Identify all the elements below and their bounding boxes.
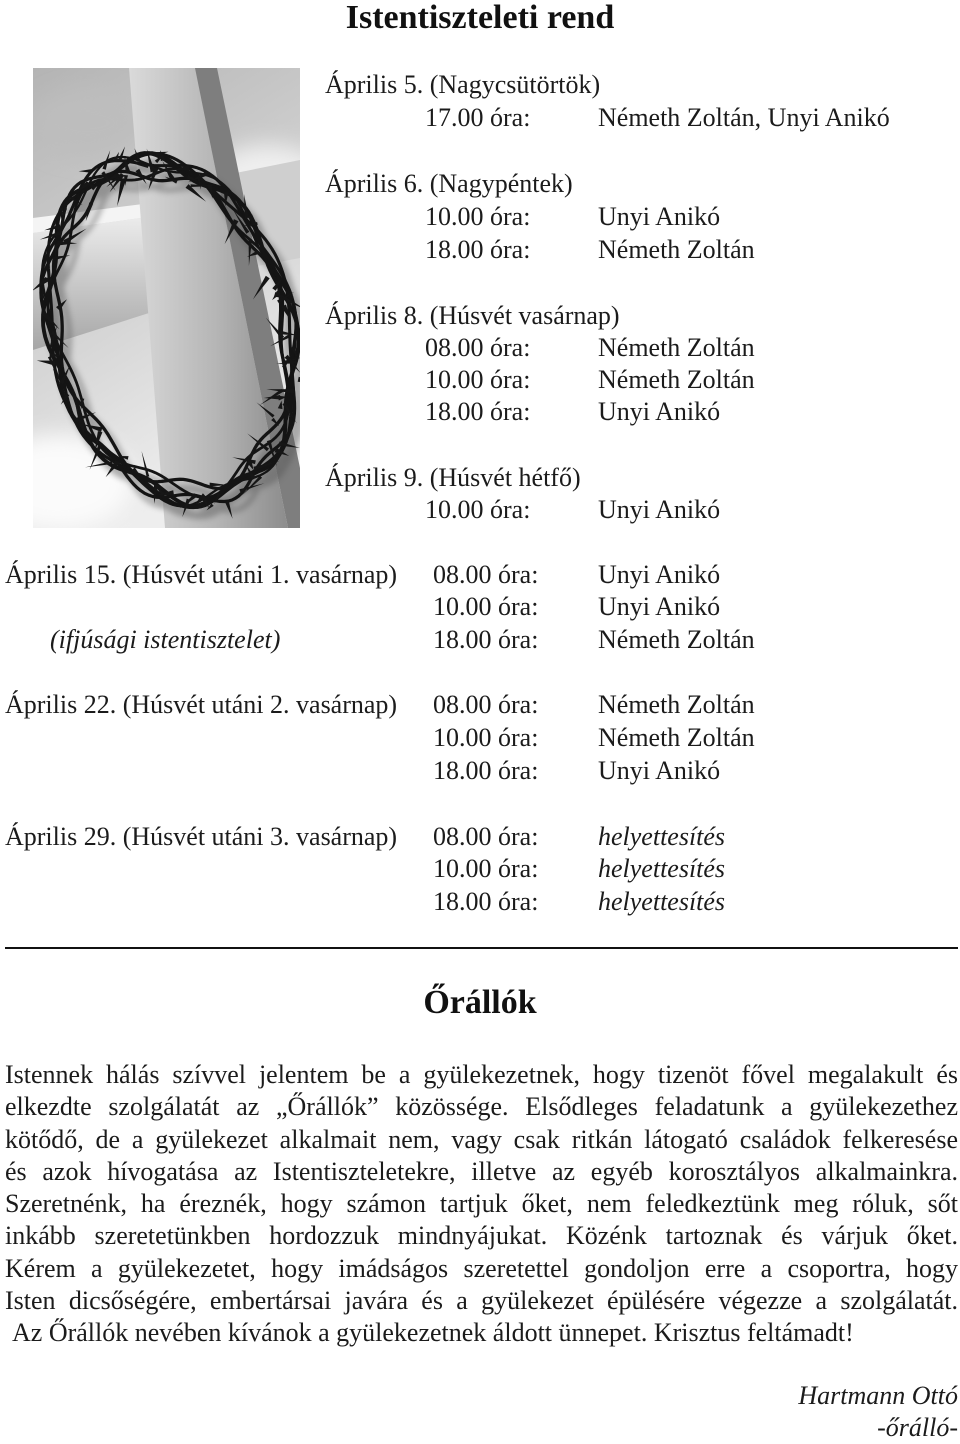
service-time: 08.00 óra: [425,333,531,362]
service-minister: Unyi Anikó [598,495,721,524]
paragraph-line: inkább szeretetünkben hordozzuk mindnyájukat. Közénk tartoznak és várjuk őket. [5,1221,958,1251]
schedule-day-label: Április 22. (Húsvét utáni 2. vasárnap) [5,690,398,719]
service-minister: helyettesítés [598,854,726,883]
paragraph-line: Isten dicsőségére, embertársai javára és a gyülekezet épülésére végezze a szolgálatát. [5,1285,958,1315]
illustration-image [33,68,300,528]
service-time: 08.00 óra: [433,560,539,589]
schedule-day-label: Április 9. (Húsvét hétfő) [325,463,581,492]
service-time: 10.00 óra: [433,854,539,883]
service-minister: helyettesítés [598,822,726,851]
service-time: 18.00 óra: [433,756,539,785]
service-minister: Németh Zoltán [598,365,755,394]
service-time: 17.00 óra: [425,103,531,132]
service-time: 10.00 óra: [425,365,531,394]
paragraph-line: és azok hívogatása az Istentiszteletekre, illetve az egyéb korosztályos alkalmainkra. [5,1156,958,1186]
service-minister: Unyi Anikó [598,560,721,589]
schedule-day-label: Április 29. (Húsvét utáni 3. vasárnap) [5,822,398,851]
paragraph-line: Az Őrállók nevében kívánok a gyülekezetnek áldott ünnepet. Krisztus feltámadt! [12,1318,854,1347]
service-time: 10.00 óra: [433,592,539,621]
service-minister: Unyi Anikó [598,592,721,621]
service-time: 08.00 óra: [433,690,539,719]
service-minister: Németh Zoltán [598,625,755,654]
service-minister: Németh Zoltán [598,723,755,752]
section-heading: Őrállók [423,984,537,1021]
page-title: Istentiszteleti rend [345,0,615,36]
service-time: 18.00 óra: [425,397,531,426]
service-minister: Németh Zoltán [598,333,755,362]
service-note: (ifjúsági istentisztelet) [50,625,281,654]
schedule-day-label: Április 8. (Húsvét vasárnap) [325,301,620,330]
service-minister: Unyi Anikó [598,202,721,231]
service-time: 18.00 óra: [433,887,539,916]
paragraph-line: kötődő, de a gyülekezet alkalmait nem, vagy csak ritkán látogató családok felkeresése [5,1124,958,1154]
signature-name: Hartmann Ottó [798,1381,958,1410]
service-time: 10.00 óra: [433,723,539,752]
service-minister: Németh Zoltán [598,235,755,264]
service-time: 18.00 óra: [425,235,531,264]
service-minister: Unyi Anikó [598,397,721,426]
paragraph-line: Kérem a gyülekezetet, hogy imádságos szeretettel gondoljon erre a csoportra, hogy [5,1253,958,1283]
service-minister: Unyi Anikó [598,756,721,785]
paragraph-line: elkezdte szolgálatát az „Őrállók” közössége. Elsődleges feladatunk a gyülekezethez [5,1092,958,1122]
service-time: 10.00 óra: [425,495,531,524]
paragraph-line: Istennek hálás szívvel jelentem be a gyülekezetnek, hogy tizenöt fővel megalakult és [5,1060,958,1089]
section-divider [5,947,958,949]
schedule-day-label: Április 15. (Húsvét utáni 1. vasárnap) [5,560,398,589]
service-time: 10.00 óra: [425,202,531,231]
section-paragraph [5,1059,958,1349]
signature-role: -őrálló- [877,1413,958,1442]
schedule-day-label: Április 5. (Nagycsütörtök) [325,70,601,99]
service-minister: Németh Zoltán [598,690,755,719]
service-minister: helyettesítés [598,887,726,916]
service-time: 08.00 óra: [433,822,539,851]
service-time: 18.00 óra: [433,625,539,654]
paragraph-line: Szeretnénk, ha éreznék, hogy számon tartjuk őket, nem feledkeztünk meg róluk, sőt [5,1189,958,1218]
service-minister: Németh Zoltán, Unyi Anikó [598,103,890,132]
schedule-day-label: Április 6. (Nagypéntek) [325,169,573,198]
